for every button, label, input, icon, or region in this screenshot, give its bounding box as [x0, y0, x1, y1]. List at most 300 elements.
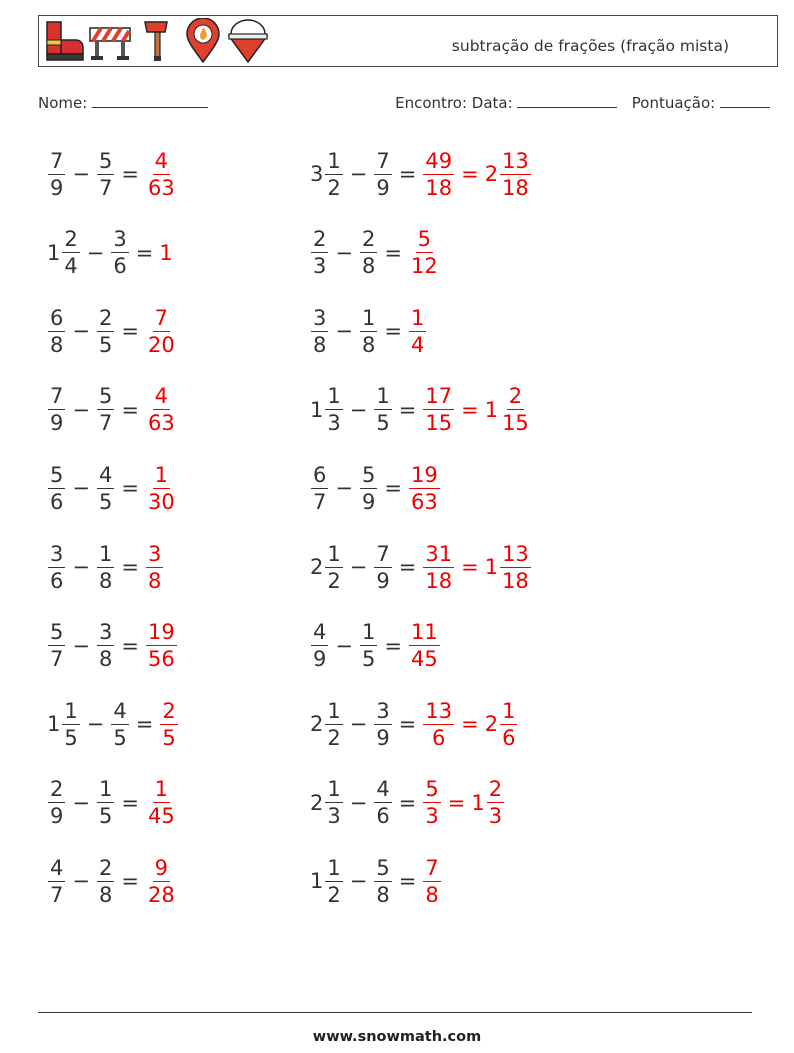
subtrahend-numerator: 7	[376, 148, 390, 173]
minuend-denominator: 7	[50, 647, 64, 672]
subtrahend-denominator: 9	[376, 175, 390, 200]
subtrahend-denominator: 6	[113, 254, 127, 279]
minuend-fraction	[311, 619, 328, 672]
problem-item	[47, 223, 174, 283]
minuend-fraction	[325, 541, 342, 594]
subtrahend-numerator: 1	[98, 777, 113, 802]
answer-fraction	[500, 383, 531, 436]
answer	[408, 305, 427, 358]
equals-sign: =	[121, 476, 139, 501]
answer-fraction	[146, 383, 177, 436]
minuend-numerator: 1	[327, 541, 341, 566]
answer-equals-sign: =	[447, 790, 466, 815]
subtrahend-fraction	[360, 462, 377, 515]
minuend-fraction	[48, 541, 65, 594]
answer-denominator: 5	[162, 725, 176, 750]
subtrahend-fraction	[111, 226, 128, 279]
answer	[422, 855, 441, 908]
minus-sign: −	[349, 869, 368, 894]
problem-item	[310, 537, 532, 597]
answer-denominator: 18	[502, 568, 529, 593]
minuend-fraction	[325, 698, 342, 751]
answer-denominator: 12	[410, 254, 438, 279]
minus-sign: −	[72, 790, 90, 815]
minuend-numerator: 1	[327, 148, 341, 173]
name-field	[38, 93, 208, 112]
subtrahend-numerator: 5	[361, 462, 376, 487]
minuend-denominator: 7	[50, 882, 64, 907]
answer-denominator: 6	[432, 725, 446, 750]
answer-whole: 2	[484, 712, 499, 737]
answer-denominator: 3	[425, 804, 439, 829]
answer-fraction	[146, 776, 177, 829]
subtrahend-numerator: 2	[361, 227, 376, 252]
subtrahend-denominator: 5	[98, 489, 113, 514]
subtrahend-numerator: 7	[376, 541, 390, 566]
answer-denominator: 63	[147, 411, 175, 436]
minuend-denominator: 2	[327, 882, 341, 907]
minuend-whole: 1	[310, 869, 324, 894]
problem-item	[47, 694, 179, 754]
minuend-numerator: 6	[50, 305, 64, 330]
minuend-numerator: 1	[327, 777, 341, 802]
subtrahend-denominator: 6	[376, 804, 390, 829]
answer	[422, 383, 455, 436]
axe-icon	[137, 18, 177, 64]
answer	[145, 855, 178, 908]
answer-denominator: 8	[147, 568, 162, 593]
answer-fraction	[146, 855, 177, 908]
answer	[145, 383, 178, 436]
problem-item	[310, 851, 442, 911]
minus-sign: −	[335, 319, 353, 344]
equals-sign: =	[398, 869, 417, 894]
answer	[145, 462, 178, 515]
answer-numerator: 5	[425, 777, 439, 802]
answer	[485, 383, 532, 436]
answer-fraction	[409, 462, 440, 515]
answer-numerator: 19	[410, 462, 438, 487]
answer-denominator: 18	[502, 175, 529, 200]
answer-whole: 1	[159, 240, 173, 265]
boot-icon	[43, 18, 89, 64]
minuend-fraction	[325, 148, 342, 201]
answer-fraction	[146, 148, 177, 201]
minuend-numerator: 3	[313, 305, 327, 330]
subtrahend-fraction	[97, 383, 114, 436]
equals-sign: =	[121, 869, 139, 894]
equals-sign: =	[398, 397, 417, 422]
subtrahend-fraction	[374, 855, 391, 908]
footer-divider	[38, 1012, 752, 1013]
equals-sign: =	[121, 790, 139, 815]
minuend-denominator: 5	[64, 725, 78, 750]
subtrahend-fraction	[360, 305, 377, 358]
answer-equals-sign: =	[461, 397, 479, 422]
answer-denominator: 3	[488, 804, 503, 829]
subtrahend-numerator: 3	[113, 227, 127, 252]
answer-denominator: 6	[502, 725, 516, 750]
minuend-denominator: 9	[50, 804, 64, 829]
subtrahend-denominator: 5	[113, 725, 127, 750]
subtrahend-fraction	[360, 226, 377, 279]
answer-denominator: 63	[410, 489, 438, 514]
problem-item	[47, 301, 178, 361]
answer	[422, 541, 455, 594]
problem-item	[310, 380, 532, 440]
subtrahend-fraction	[374, 383, 391, 436]
equals-sign: =	[398, 162, 417, 186]
answer	[422, 148, 455, 201]
answer-fraction	[409, 619, 440, 672]
equals-sign: =	[384, 476, 402, 501]
minuend-fraction	[311, 305, 328, 358]
score-label: Pontuação:	[631, 94, 716, 112]
answer-numerator: 4	[154, 148, 169, 173]
answer-fraction	[409, 305, 426, 358]
subtrahend-numerator: 5	[98, 148, 113, 173]
minus-sign: −	[72, 476, 90, 501]
subtrahend-denominator: 9	[376, 725, 390, 750]
equals-sign: =	[384, 240, 402, 265]
answer-whole: 1	[471, 790, 485, 815]
minuend-denominator: 2	[327, 568, 341, 593]
problem-item	[47, 851, 178, 911]
minuend-denominator: 2	[327, 725, 341, 750]
problem-item	[47, 616, 178, 676]
subtrahend-denominator: 8	[98, 647, 113, 672]
answer-numerator: 2	[162, 698, 176, 723]
answer-whole: 2	[484, 162, 499, 186]
equals-sign: =	[121, 162, 139, 186]
minuend-whole: 2	[310, 555, 324, 579]
answer-numerator: 1	[154, 462, 169, 487]
fire-location-icon	[183, 18, 223, 64]
answer-numerator: 7	[425, 855, 439, 880]
subtrahend-denominator: 5	[98, 332, 113, 357]
fire-bucket-icon	[225, 18, 271, 64]
minus-sign: −	[335, 633, 353, 658]
answer	[159, 241, 173, 265]
minuend-fraction	[311, 462, 328, 515]
answer-fraction	[409, 226, 440, 279]
encounter-label: Encontro:	[395, 94, 468, 112]
minus-sign: −	[72, 162, 90, 186]
answer	[485, 148, 532, 201]
subtrahend-fraction	[97, 148, 114, 201]
subtrahend-fraction	[360, 619, 377, 672]
subtrahend-numerator: 2	[98, 305, 113, 330]
problem-item	[47, 458, 178, 518]
answer-fraction	[487, 776, 504, 829]
minuend-denominator: 9	[313, 647, 327, 672]
subtrahend-numerator: 4	[98, 462, 113, 487]
answer-numerator: 7	[154, 305, 169, 330]
subtrahend-numerator: 1	[376, 384, 390, 409]
minuend-fraction	[325, 383, 342, 436]
answer-denominator: 8	[425, 882, 439, 907]
worksheet-title: subtração de frações (fração mista)	[451, 37, 729, 55]
answer-denominator: 63	[147, 175, 175, 200]
answer-numerator: 2	[488, 777, 503, 802]
answer-fraction	[423, 541, 454, 594]
subtrahend-denominator: 9	[376, 568, 390, 593]
minuend-numerator: 6	[313, 462, 327, 487]
answer-equals-sign: =	[461, 555, 479, 579]
subtrahend-denominator: 8	[98, 568, 113, 593]
subtrahend-fraction	[97, 776, 114, 829]
answer-fraction	[146, 619, 177, 672]
minuend-numerator: 2	[50, 777, 64, 802]
minuend-denominator: 9	[50, 411, 64, 436]
answer-numerator: 13	[425, 698, 453, 723]
equals-sign: =	[398, 712, 417, 737]
subtrahend-numerator: 5	[98, 384, 113, 409]
minus-sign: −	[72, 869, 90, 894]
answer-fraction	[423, 698, 454, 751]
problem-item	[47, 380, 178, 440]
answer	[408, 619, 441, 672]
subtrahend-denominator: 5	[361, 647, 376, 672]
minuend-fraction	[325, 855, 342, 908]
minuend-numerator: 1	[327, 855, 341, 880]
answer-fraction	[423, 776, 440, 829]
minuend-fraction	[62, 226, 79, 279]
answer	[159, 698, 178, 751]
equals-sign: =	[135, 712, 154, 737]
minus-sign: −	[86, 712, 105, 737]
equals-sign: =	[398, 790, 417, 815]
answer-equals-sign: =	[461, 712, 479, 737]
subtrahend-numerator: 5	[376, 855, 390, 880]
answer-denominator: 15	[425, 411, 453, 436]
problem-item	[310, 301, 427, 361]
equals-sign: =	[384, 633, 402, 658]
answer-fraction	[146, 462, 177, 515]
answer-numerator: 19	[147, 620, 175, 645]
minuend-denominator: 2	[327, 175, 341, 200]
answer-numerator: 31	[425, 541, 453, 566]
problem-item	[47, 537, 164, 597]
minuend-denominator: 3	[313, 254, 327, 279]
minuend-numerator: 4	[313, 620, 327, 645]
subtrahend-denominator: 5	[98, 804, 113, 829]
minuend-whole: 1	[47, 240, 61, 265]
equals-sign: =	[121, 633, 139, 658]
minus-sign: −	[349, 162, 368, 186]
minuend-fraction	[48, 776, 65, 829]
answer-numerator: 1	[502, 698, 516, 723]
minuend-numerator: 7	[50, 384, 64, 409]
score-blank[interactable]	[720, 93, 770, 108]
minuend-fraction	[325, 776, 342, 829]
name-blank[interactable]	[92, 93, 208, 108]
answer-numerator: 13	[502, 541, 529, 566]
problem-item	[310, 694, 518, 754]
minuend-fraction	[311, 226, 328, 279]
minuend-numerator: 2	[64, 227, 78, 252]
answer-numerator: 2	[508, 384, 523, 409]
minus-sign: −	[335, 240, 353, 265]
answer-fraction	[500, 148, 531, 201]
minuend-denominator: 9	[50, 175, 64, 200]
equals-sign: =	[121, 555, 139, 579]
answer-fraction	[423, 383, 454, 436]
subtrahend-fraction	[374, 148, 391, 201]
subtrahend-numerator: 3	[376, 698, 390, 723]
subtrahend-numerator: 1	[361, 305, 376, 330]
minus-sign: −	[72, 555, 90, 579]
answer	[422, 776, 441, 829]
subtrahend-denominator: 8	[376, 882, 390, 907]
answer	[145, 776, 178, 829]
subtrahend-denominator: 9	[361, 489, 376, 514]
minuend-whole: 2	[310, 712, 324, 737]
answer-denominator: 15	[502, 411, 529, 436]
answer-whole: 1	[484, 555, 499, 579]
subtrahend-numerator: 4	[376, 777, 390, 802]
subtrahend-denominator: 8	[361, 332, 376, 357]
subtrahend-numerator: 1	[98, 541, 113, 566]
answer-denominator: 28	[147, 882, 175, 907]
equals-sign: =	[398, 555, 417, 579]
encounter-fields	[395, 93, 770, 112]
minuend-denominator: 8	[50, 332, 64, 357]
answer	[408, 226, 441, 279]
minus-sign: −	[72, 397, 90, 422]
answer	[408, 462, 441, 515]
answer	[145, 619, 178, 672]
answer-numerator: 9	[154, 855, 169, 880]
minuend-fraction	[48, 383, 65, 436]
answer	[471, 776, 505, 829]
answer-denominator: 45	[410, 647, 438, 672]
minuend-fraction	[48, 462, 65, 515]
minuend-fraction	[62, 698, 79, 751]
problem-item	[310, 144, 532, 204]
equals-sign: =	[135, 240, 154, 265]
minuend-fraction	[48, 305, 65, 358]
problem-item	[47, 773, 178, 833]
minuend-numerator: 5	[50, 462, 64, 487]
minus-sign: −	[335, 476, 353, 501]
problem-item	[47, 144, 178, 204]
answer-numerator: 4	[154, 384, 169, 409]
minuend-denominator: 3	[327, 411, 341, 436]
subtrahend-fraction	[97, 855, 114, 908]
minuend-numerator: 5	[50, 620, 64, 645]
minus-sign: −	[349, 555, 368, 579]
minus-sign: −	[86, 240, 105, 265]
subtrahend-fraction	[374, 541, 391, 594]
minuend-numerator: 4	[50, 855, 64, 880]
subtrahend-numerator: 1	[361, 620, 376, 645]
answer-fraction	[500, 698, 517, 751]
minuend-denominator: 8	[313, 332, 327, 357]
footer-url: www.snowmath.com	[312, 1029, 482, 1045]
answer	[145, 305, 178, 358]
answer-denominator: 56	[147, 647, 175, 672]
answer	[145, 541, 164, 594]
problem-item	[310, 458, 441, 518]
answer-numerator: 5	[417, 227, 432, 252]
minuend-whole: 1	[47, 712, 61, 737]
minuend-whole: 3	[310, 162, 324, 186]
answer-numerator: 1	[410, 305, 425, 330]
minuend-numerator: 7	[50, 148, 64, 173]
minus-sign: −	[349, 397, 368, 422]
subtrahend-denominator: 8	[361, 254, 376, 279]
answer-fraction	[160, 698, 177, 751]
answer	[485, 541, 532, 594]
answer-denominator: 30	[147, 489, 175, 514]
answer-denominator: 45	[147, 804, 175, 829]
equals-sign: =	[121, 319, 139, 344]
answer-fraction	[500, 541, 531, 594]
road-barrier-icon	[87, 18, 133, 64]
equals-sign: =	[384, 319, 402, 344]
subtrahend-fraction	[111, 698, 128, 751]
worksheet-header	[38, 15, 778, 67]
minuend-denominator: 6	[50, 568, 64, 593]
minuend-numerator: 1	[327, 384, 341, 409]
date-blank[interactable]	[517, 93, 617, 108]
minus-sign: −	[349, 712, 368, 737]
answer	[422, 698, 455, 751]
subtrahend-numerator: 3	[98, 620, 113, 645]
answer-numerator: 13	[502, 148, 529, 173]
subtrahend-numerator: 2	[98, 855, 113, 880]
minuend-numerator: 1	[327, 698, 341, 723]
subtrahend-fraction	[97, 619, 114, 672]
problem-item	[310, 773, 505, 833]
answer-numerator: 49	[425, 148, 453, 173]
minuend-numerator: 1	[64, 698, 78, 723]
subtrahend-numerator: 4	[113, 698, 127, 723]
answer-denominator: 18	[425, 175, 453, 200]
name-label: Nome:	[38, 94, 88, 112]
answer-fraction	[146, 541, 163, 594]
answer	[485, 698, 519, 751]
subtrahend-denominator: 8	[98, 882, 113, 907]
subtrahend-fraction	[97, 305, 114, 358]
minuend-numerator: 2	[313, 227, 327, 252]
minus-sign: −	[72, 633, 90, 658]
minuend-denominator: 6	[50, 489, 64, 514]
minuend-fraction	[48, 619, 65, 672]
minuend-denominator: 7	[313, 489, 327, 514]
answer-whole: 1	[484, 397, 499, 422]
answer-numerator: 11	[410, 620, 438, 645]
answer-denominator: 20	[147, 332, 175, 357]
answer-denominator: 18	[425, 568, 453, 593]
equals-sign: =	[121, 397, 139, 422]
minus-sign: −	[349, 790, 368, 815]
subtrahend-denominator: 5	[376, 411, 390, 436]
subtrahend-denominator: 7	[98, 175, 113, 200]
answer-denominator: 4	[410, 332, 425, 357]
problem-item	[310, 223, 441, 283]
minuend-denominator: 4	[64, 254, 78, 279]
answer-fraction	[146, 305, 177, 358]
subtrahend-denominator: 7	[98, 411, 113, 436]
subtrahend-fraction	[374, 698, 391, 751]
answer-equals-sign: =	[461, 162, 479, 186]
problem-item	[310, 616, 441, 676]
minuend-whole: 1	[310, 397, 324, 422]
answer-numerator: 3	[147, 541, 162, 566]
subtrahend-fraction	[97, 541, 114, 594]
